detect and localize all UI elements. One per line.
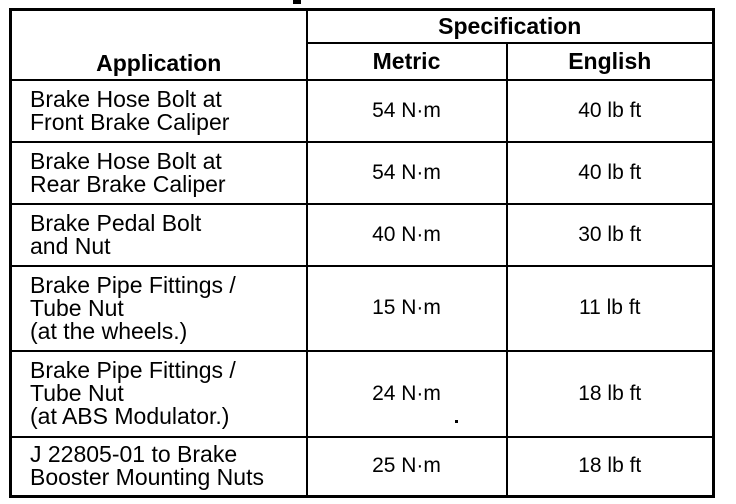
header-metric: Metric: [307, 43, 507, 80]
header-specification: Specification: [307, 10, 714, 43]
application-cell: [11, 142, 307, 204]
table-row: [11, 204, 714, 266]
scan-mark-top: [293, 0, 301, 4]
application-cell: [11, 437, 307, 497]
application-line: Front Brake Caliper: [30, 108, 230, 135]
english-value: 30 lb ft: [507, 204, 714, 266]
application-line: Brake Hose Bolt at: [30, 85, 222, 112]
table-row: [11, 266, 714, 351]
application-line: Brake Hose Bolt at: [30, 147, 222, 174]
table-row: [11, 142, 714, 204]
application-cell: [11, 204, 307, 266]
application-line: (at the wheels.): [30, 317, 188, 344]
application-line: Tube Nut: [30, 294, 124, 321]
application-line: J 22805-01 to Brake: [30, 441, 238, 468]
english-value: 18 lb ft: [507, 437, 714, 497]
application-line: Brake Pedal Bolt: [30, 209, 202, 236]
header-english: English: [507, 43, 714, 80]
english-value: 11 lb ft: [507, 266, 714, 351]
header-application: Application: [11, 10, 307, 80]
metric-value: 54 N·m: [307, 142, 507, 204]
application-line: Tube Nut: [30, 380, 124, 406]
application-line: Brake Pipe Fittings /: [30, 271, 236, 298]
application-cell: [11, 80, 307, 142]
table-row: [11, 351, 714, 437]
torque-specification-table: [9, 8, 715, 498]
english-value: 40 lb ft: [507, 80, 714, 142]
scan-speck: [455, 420, 458, 423]
application-line: Brake Pipe Fittings /: [30, 357, 236, 383]
metric-value: 54 N·m: [307, 80, 507, 142]
application-line: and Nut: [30, 232, 111, 259]
metric-value: 15 N·m: [307, 266, 507, 351]
application-cell: [11, 351, 307, 437]
metric-value: 24 N·m: [307, 351, 507, 437]
table-row: [11, 80, 714, 142]
application-cell: [11, 266, 307, 351]
metric-value: 25 N·m: [307, 437, 507, 497]
application-line: (at ABS Modulator.): [30, 403, 230, 429]
application-line: Rear Brake Caliper: [30, 170, 226, 197]
table-row: [11, 437, 714, 497]
metric-value: 40 N·m: [307, 204, 507, 266]
application-line: Booster Mounting Nuts: [30, 464, 264, 491]
english-value: 18 lb ft: [507, 351, 714, 437]
english-value: 40 lb ft: [507, 142, 714, 204]
